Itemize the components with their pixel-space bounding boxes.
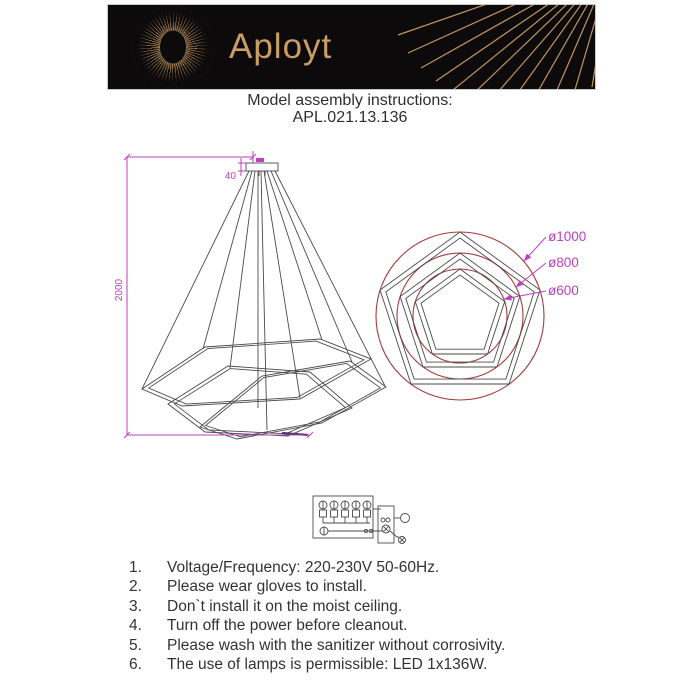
top-view-drawing <box>376 229 586 400</box>
terminal-screws <box>319 501 371 523</box>
ground-wire <box>390 531 399 537</box>
suspension-cables <box>142 171 385 430</box>
lamp-symbol <box>401 514 410 523</box>
list-item <box>129 597 505 616</box>
item-text: Voltage/Frequency: 220-230V 50-60Hz. <box>167 559 440 576</box>
diameter-label-800: ø800 <box>548 255 579 270</box>
overall-height-dimension: 2000 <box>114 278 125 302</box>
item-text: The use of lamps is permissible: LED 1x136W. <box>167 656 488 674</box>
ceiling-canopy <box>246 163 278 171</box>
ring-middle <box>200 361 386 439</box>
circle-1000 <box>376 232 544 400</box>
item-number: 4. <box>129 617 142 635</box>
list-item <box>129 616 505 635</box>
wiring-diagram <box>313 496 410 544</box>
page-title: Model assembly instructions: <box>247 92 453 109</box>
canopy-marker <box>256 158 264 162</box>
diameter-label-600: ø600 <box>548 283 579 298</box>
model-number: APL.021.13.136 <box>292 108 408 126</box>
list-item <box>129 558 505 577</box>
item-text: Please wear gloves to install. <box>167 578 367 596</box>
item-number: 2. <box>129 578 142 596</box>
item-text: Turn off the power before cleanout. <box>167 617 408 635</box>
item-number: 6. <box>129 656 142 674</box>
front-view-drawing <box>142 163 386 439</box>
canopy-height-dimension: 40 <box>224 171 236 182</box>
instructions-list <box>129 558 505 674</box>
item-number: 1. <box>129 559 142 576</box>
circle-800 <box>397 253 523 379</box>
ring-large <box>142 339 371 406</box>
diameter-label-1000: ø1000 <box>548 229 587 244</box>
item-text: Please wash with the sanitizer without corrosivity. <box>167 636 506 654</box>
list-item <box>129 655 505 674</box>
pentagon-rings <box>380 232 540 384</box>
terminal-block <box>378 506 394 543</box>
item-number: 3. <box>129 597 142 615</box>
list-item <box>129 577 505 596</box>
item-number: 5. <box>129 636 142 654</box>
item-text: Don`t install it on the moist ceiling. <box>167 597 403 615</box>
brand-name: Aployt <box>229 27 333 66</box>
list-item <box>129 636 505 655</box>
